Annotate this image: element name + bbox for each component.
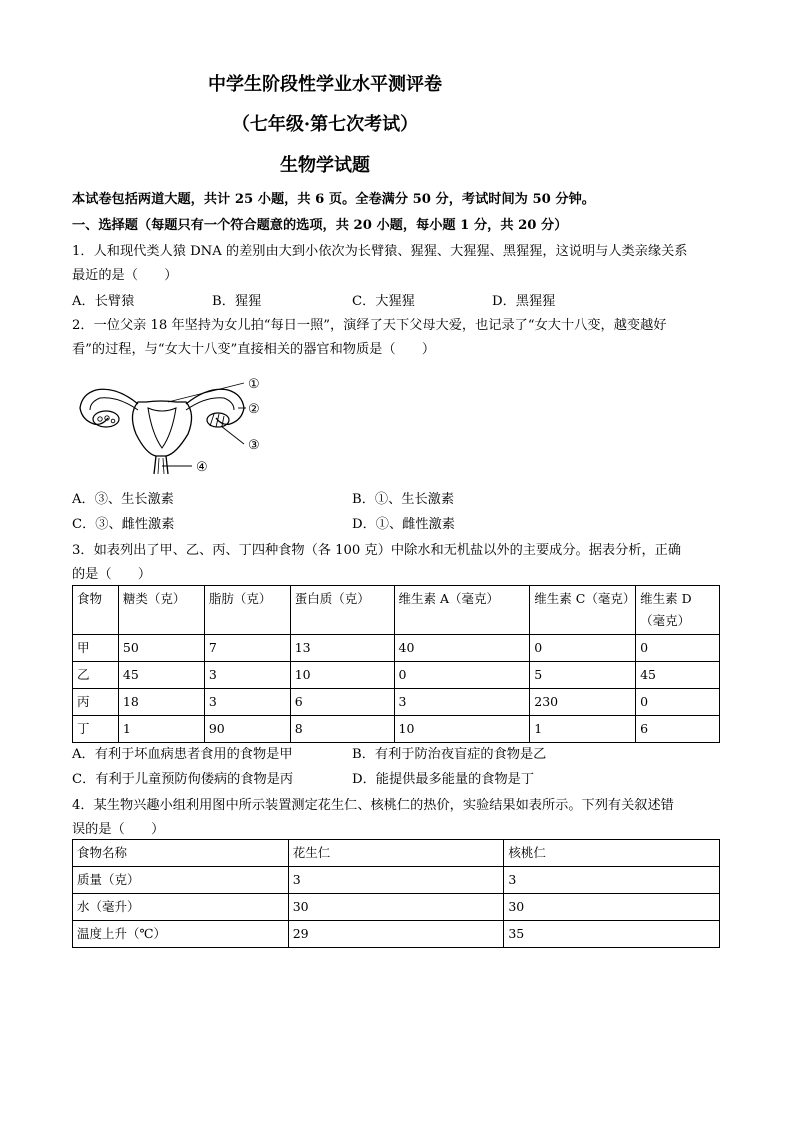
subject-title: 生物学试题: [280, 155, 370, 176]
table-cell: 45: [118, 662, 204, 689]
table-cell: 7: [204, 635, 290, 662]
table-header-cell: 维生素 C（毫克）: [530, 586, 636, 635]
table-header-cell: 糖类（克）: [118, 586, 204, 635]
table-cell: 10: [290, 662, 394, 689]
table-header-cell: 核桃仁: [504, 840, 720, 867]
q4-stem-line2: 误的是（ ）: [72, 822, 165, 837]
table-cell: 乙: [73, 662, 119, 689]
q1-option-d: D．黑猩猩: [492, 294, 556, 309]
table-cell: 1: [118, 716, 204, 743]
q4-heat-value-table: [72, 839, 720, 948]
table-cell: 230: [530, 689, 636, 716]
table-row: [73, 662, 720, 689]
table-cell: 0: [636, 689, 720, 716]
exam-subtitle: （七年级·第七次考试）: [231, 114, 419, 135]
table-cell: 18: [118, 689, 204, 716]
exam-intro: 本试卷包括两道大题，共计 25 小题，共 6 页。全卷满分 50 分，考试时间为 50 分钟。: [72, 192, 595, 207]
table-header-cell: 蛋白质（克）: [290, 586, 394, 635]
q2-option-c: C．③、雌性激素: [72, 517, 175, 532]
table-cell: 0: [530, 635, 636, 662]
table-header-row: [73, 586, 720, 635]
q3-stem-line1: 3．如表列出了甲、乙、丙、丁四种食物（各 100 克）中除水和无机盐以外的主要成分。据表分析，正确: [72, 543, 682, 558]
section-heading: 一、选择题（每题只有一个符合题意的选项，共 20 小题，每小题 1 分，共 20 分）: [72, 218, 568, 233]
table-header-cell: 维生素 A（毫克）: [394, 586, 530, 635]
table-cell: 29: [288, 921, 504, 948]
table-cell: 水（毫升）: [73, 894, 289, 921]
q3-option-c: C．有利于儿童预防佝偻病的食物是丙: [72, 772, 294, 787]
table-cell: 丁: [73, 716, 119, 743]
q1-stem-line2: 最近的是（ ）: [72, 268, 178, 283]
table-cell: 6: [636, 716, 720, 743]
figure-label-2: ②: [248, 402, 260, 417]
table-cell: 90: [204, 716, 290, 743]
table-header-cell: 食物: [73, 586, 119, 635]
table-cell: 30: [504, 894, 720, 921]
table-header-cell: 花生仁: [288, 840, 504, 867]
table-cell: 5: [530, 662, 636, 689]
table-row: [73, 867, 720, 894]
figure-label-3: ③: [248, 438, 260, 453]
q1-option-a: A．长臂猿: [72, 294, 135, 309]
q1-stem-line1: 1．人和现代类人猿 DNA 的差别由大到小依次为长臂猿、猩猩、大猩猩、黑猩猩，这说明与人类亲缘关系: [72, 244, 688, 259]
q3-option-a: A．有利于坏血病患者食用的食物是甲: [72, 747, 293, 762]
table-cell: 40: [394, 635, 530, 662]
q2-stem-line1: 2．一位父亲 18 年坚持为女儿拍“每日一照”，演绎了天下父母大爱，也记录了“女大十八变，越变越好: [72, 318, 667, 333]
table-header-cell: 食物名称: [73, 840, 289, 867]
table-cell: 30: [288, 894, 504, 921]
table-cell: 35: [504, 921, 720, 948]
q2-stem-line2: 看”的过程，与“女大十八变”直接相关的器官和物质是（ ）: [72, 342, 436, 357]
table-row: [73, 921, 720, 948]
table-header-cell: 脂肪（克）: [204, 586, 290, 635]
table-cell: 丙: [73, 689, 119, 716]
table-cell: 甲: [73, 635, 119, 662]
exam-title: 中学生阶段性学业水平测评卷: [208, 74, 442, 95]
table-cell: 质量（克）: [73, 867, 289, 894]
figure-label-1: ①: [248, 377, 260, 392]
table-header-row: [73, 840, 720, 867]
table-cell: 3: [204, 689, 290, 716]
q3-option-b: B．有利于防治夜盲症的食物是乙: [352, 747, 547, 762]
q3-nutrient-table: [72, 585, 720, 743]
table-row: [73, 635, 720, 662]
q2-option-b: B．①、生长激素: [352, 492, 455, 507]
table-cell: 50: [118, 635, 204, 662]
table-cell: 45: [636, 662, 720, 689]
table-row: [73, 689, 720, 716]
table-header-cell: 维生素 D（毫克）: [636, 586, 720, 635]
table-row: [73, 716, 720, 743]
table-cell: 8: [290, 716, 394, 743]
table-cell: 0: [636, 635, 720, 662]
table-cell: 3: [288, 867, 504, 894]
q2-option-d: D．①、雌性激素: [352, 517, 455, 532]
table-row: [73, 894, 720, 921]
table-cell: 0: [394, 662, 530, 689]
table-cell: 3: [504, 867, 720, 894]
table-cell: 1: [530, 716, 636, 743]
table-cell: 3: [204, 662, 290, 689]
q1-option-b: B．猩猩: [212, 294, 262, 309]
reproductive-system-figure: [76, 374, 276, 479]
q3-option-d: D．能提供最多能量的食物是丁: [352, 772, 535, 787]
table-cell: 3: [394, 689, 530, 716]
table-cell: 13: [290, 635, 394, 662]
table-cell: 温度上升（℃）: [73, 921, 289, 948]
q2-option-a: A．③、生长激素: [72, 492, 174, 507]
table-cell: 6: [290, 689, 394, 716]
q4-stem-line1: 4．某生物兴趣小组利用图中所示装置测定花生仁、核桃仁的热价，实验结果如表所示。下列有关叙述错: [72, 798, 674, 813]
table-cell: 10: [394, 716, 530, 743]
figure-label-4: ④: [196, 460, 208, 475]
q3-stem-line2: 的是（ ）: [72, 567, 152, 582]
q1-option-c: C．大猩猩: [352, 294, 415, 309]
